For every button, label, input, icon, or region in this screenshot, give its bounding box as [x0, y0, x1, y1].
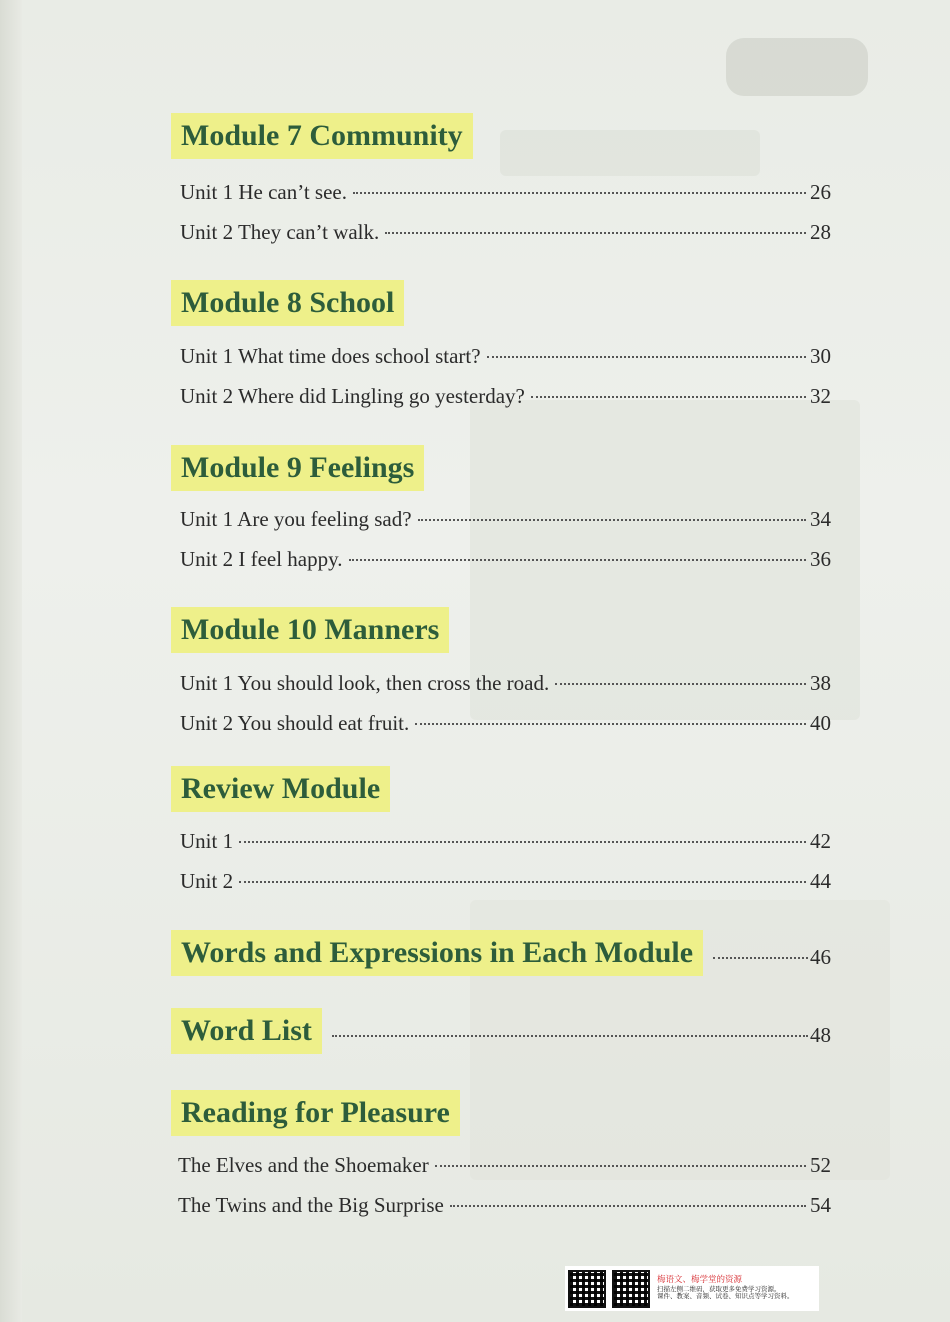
toc-entry[interactable] [180, 671, 831, 701]
qr-code-icon[interactable] [612, 1270, 650, 1308]
bleed-through-title [500, 130, 760, 176]
entry-title: Unit 1 You should look, then cross the road. [180, 671, 550, 695]
page-number: 54 [810, 1193, 831, 1217]
section-heading-reading-for-pleasure: Reading for Pleasure [171, 1090, 460, 1136]
entry-title: Unit 2 I feel happy. [180, 547, 343, 571]
section-heading-module-9: Module 9 Feelings [171, 445, 424, 491]
entry-title: Unit 1 What time does school start? [180, 344, 481, 368]
page-number: 32 [810, 384, 831, 408]
ad-line: 扫描左侧二维码，获取更多免费学习资源。 [657, 1284, 781, 1293]
entry-title: The Twins and the Big Surprise [178, 1193, 444, 1217]
dot-leader [239, 881, 806, 883]
dot-leader [487, 356, 806, 358]
dot-leader [450, 1205, 806, 1207]
dot-leader [332, 1035, 808, 1037]
page-number: 42 [810, 829, 831, 853]
book-spine [0, 0, 22, 1322]
page-number: 40 [810, 711, 831, 735]
qr-code-icon[interactable] [568, 1270, 606, 1308]
entry-title: Unit 1 Are you feeling sad? [180, 507, 412, 531]
page-number: 48 [810, 1022, 831, 1047]
toc-entry[interactable] [180, 829, 831, 859]
toc-entry[interactable] [180, 344, 831, 374]
entry-title: The Elves and the Shoemaker [178, 1153, 429, 1177]
page-number: 38 [810, 671, 831, 695]
toc-entry-words-and-expressions[interactable] [171, 930, 831, 976]
toc-entry-word-list[interactable] [171, 1008, 831, 1054]
toc-entry[interactable] [180, 869, 831, 899]
section-heading-review-module: Review Module [171, 766, 390, 812]
toc-entry[interactable] [180, 220, 831, 250]
entry-title: Unit 1 He can’t see. [180, 180, 347, 204]
page-number: 46 [810, 944, 831, 969]
dot-leader [713, 957, 808, 959]
toc-entry[interactable] [178, 1153, 831, 1183]
page-number: 52 [810, 1153, 831, 1177]
dot-leader [435, 1165, 806, 1167]
entry-title: Unit 2 [180, 869, 234, 893]
page-number: 34 [810, 507, 831, 531]
toc-entry[interactable] [180, 180, 831, 210]
dot-leader [239, 841, 806, 843]
section-heading: Word List [171, 1008, 322, 1054]
toc-entry[interactable] [178, 1193, 831, 1223]
page-number: 44 [810, 869, 831, 893]
section-heading-module-10: Module 10 Manners [171, 607, 449, 653]
page-number: 26 [810, 180, 831, 204]
dot-leader [418, 519, 806, 521]
section-heading: Words and Expressions in Each Module [171, 930, 703, 976]
entry-title: Unit 1 [180, 829, 234, 853]
dot-leader [555, 683, 806, 685]
page-number: 36 [810, 547, 831, 571]
bleed-through-badge [726, 38, 868, 96]
ad-line: 课件、教案、音频、试卷、知识点等学习资料。 [657, 1292, 794, 1301]
ad-title: 梅语文、梅学堂的资源 [657, 1275, 743, 1286]
dot-leader [353, 192, 806, 194]
dot-leader [415, 723, 806, 725]
ad-text [657, 1276, 794, 1301]
dot-leader [531, 396, 806, 398]
page-number: 30 [810, 344, 831, 368]
toc-entry[interactable] [180, 547, 831, 577]
section-heading-module-7: Module 7 Community [171, 113, 473, 159]
toc-entry[interactable] [180, 384, 831, 414]
entry-title: Unit 2 You should eat fruit. [180, 711, 410, 735]
footer-ad-banner [565, 1266, 819, 1311]
dot-leader [349, 559, 806, 561]
entry-title: Unit 2 Where did Lingling go yesterday? [180, 384, 525, 408]
toc-entry[interactable] [180, 507, 831, 537]
dot-leader [385, 232, 806, 234]
page-number: 28 [810, 220, 831, 244]
entry-title: Unit 2 They can’t walk. [180, 220, 380, 244]
toc-entry[interactable] [180, 711, 831, 741]
section-heading-module-8: Module 8 School [171, 280, 404, 326]
